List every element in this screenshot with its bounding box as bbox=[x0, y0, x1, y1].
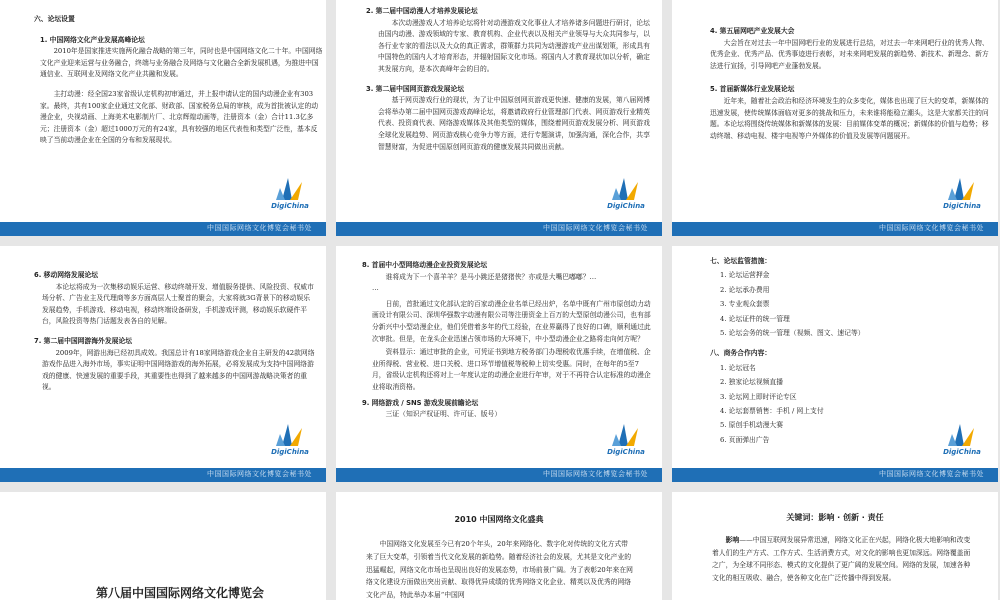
paragraph: 本论坛将成为一次集移动娱乐运营、移动终端开发、增值服务提供、风险投资、权威市场分析、广告业主及代理商等多方面高层人士聚首的聚会，大家将就3G背景下的移动娱乐发展趋势，手机游戏、移动电视，移动终端设备研发，手机游戏评测，移动娱乐软硬件平台，风险投资等热门话题发表各自的见解。 bbox=[42, 282, 314, 326]
forum-heading: 5. 首届新媒体行业发展论坛 bbox=[710, 85, 795, 94]
paragraph: 资料显示：通过审批的企业，可凭证书到地方税务部门办理税收优惠手续，在增值税、企业所得税、营业税、进口关税、进口环节增值税等税种上切实受惠。同时，在每年的5至7月，省级认定机构还将对上一年度认定的动漫企业进行年审，对于不再符合认定标准的动漫企业将取消资格。 bbox=[372, 348, 651, 391]
slide-supervision-business bbox=[672, 246, 998, 482]
supervision-list bbox=[720, 268, 980, 340]
footer-bar: 中国国际网络文化博览会秘书处 bbox=[336, 468, 662, 482]
expo-title: 第八届中国国际网络文化博览会 bbox=[96, 586, 265, 600]
digichina-logo: DigiChina bbox=[604, 422, 648, 462]
slide-forums-6-7 bbox=[0, 246, 326, 482]
paragraph: 本次动漫游戏人才培养论坛将针对动漫游戏文化事业人才培养诸多问题进行研讨，论坛由国内动漫、游戏领域的专家、教育机构、企业代表以及相关产业领导与大众共同参与，以各行业专家的看法以及大众的真正需求，群策群力共同为动漫游戏产业出谋划策，形成具有中国特色的国内人才培育形态，并辐射国际文化市场。将国内人才教育现状加以分析，确定其发展方向，是本次高峰年会的目的。 bbox=[378, 18, 650, 73]
list-item: 1. 论坛冠名 bbox=[720, 363, 756, 372]
digichina-logo: DigiChina bbox=[268, 176, 312, 216]
slide-forum-setup bbox=[0, 0, 326, 236]
paragraph: 基于网页游戏行业的现状，为了让中国原创网页游戏更快速、健康的发展，第八届网博会将举办第二届中国网页游戏高峰论坛，将邀请政府行业管理部门代表、网页游戏行业精英代表、投资商代表、网络游戏媒体及其他类型的媒体，围绕着网页游戏发展分析、网页游戏全球化发展趋势、网页游戏核心竞争力等方面，进行专题演讲，加强沟通，深化合作，共享智慧财富，为促进中国原创网页游戏的健康发展共同做出贡献。 bbox=[378, 96, 650, 151]
digichina-logo: DigiChina bbox=[940, 176, 984, 216]
paragraph: 2009年，网游出海已经初具成效。我国总计有18家网络游戏企业自主研发的42款网络游戏作品进入海外市场，事实证明中国网络游戏的海外拓展，必将发展成为支持中国网络游戏的健康、快速发展的重要手段，其重要性也得到了越来越多的中国网游战略决策者的重视。 bbox=[42, 348, 315, 392]
forum-heading: 8. 首届中小型网络动漫企业投资发展论坛 bbox=[362, 261, 488, 269]
section-title: 七、论坛监管措施： bbox=[710, 257, 772, 265]
list-item: 2. 独家论坛视频直播 bbox=[720, 378, 784, 387]
forum-heading: 6. 移动网络发展论坛 bbox=[34, 271, 99, 279]
forum-heading: 4. 第五届网吧产业发展大会 bbox=[710, 27, 795, 35]
forum-heading: 3. 第二届中国网页游戏发展论坛 bbox=[366, 84, 465, 93]
slide-forums-8-9 bbox=[336, 246, 662, 482]
section-title: 六、论坛设置 bbox=[34, 15, 75, 23]
digichina-logo: DigiChina bbox=[940, 422, 984, 462]
ellipsis: … bbox=[372, 284, 379, 293]
footer-bar: 中国国际网络文化博览会秘书处 bbox=[0, 468, 326, 482]
paragraph: ——中国互联网发展异常迅速，网络文化正在兴起，网络化极大地影响和改变着人们的生产方式、工作方式、生活消费方式，对文化的影响也更加深远。网络覆盖面之广，为全球不同形态、模式的文化提供了更广阔的发展空间。网络的发展，加速各种文化的相互吸收、融合，使各种文化在广泛传播中得到发展。 bbox=[712, 536, 971, 582]
paragraph: 中国网络文化发展至今已有20个年头，20年来网络化、数字化对传统的文化方式带来了巨大变革，引领着当代文化发展的新趋势。随着经济社会的发展，尤其是文化产业的迅猛崛起，网络文化市场也呈现出良好的发展态势，市场前景广阔。为了表彰20年来在网络文化建设方面做出突出贡献、取得优异成绩的优秀网络文化企业、精英以及优秀的网络文化产品，特此举办本届“中国网 bbox=[366, 540, 633, 600]
slide-keywords bbox=[672, 492, 998, 600]
forum-heading: 9. 网络游戏 / SNS 游戏发展前瞻论坛 bbox=[362, 398, 479, 407]
forum-heading: 1. 中国网络文化产业发展高峰论坛 bbox=[40, 35, 145, 44]
footer-bar: 中国国际网络文化博览会秘书处 bbox=[672, 468, 998, 482]
slide-expo-title bbox=[0, 492, 326, 600]
paragraph: 三证（知识产权证明、许可证、版号） bbox=[385, 410, 502, 419]
slide-forums-2-3 bbox=[336, 0, 662, 236]
slide-forums-4-5 bbox=[672, 0, 998, 236]
paragraph: 2010年是国家推进实施两化融合战略的第三年，同时也是中国网络文化二十年。中国网络文化产业迎来运营与业务融合，终端与业务融合及网络与文化融合全新发展机遇，为推进中国通信业、互联网业及网络文化产业共融和发展。 bbox=[40, 47, 323, 79]
paragraph: 近年来，随着社会政治和经济环境发生的众多变化，媒体也出现了巨大的变革，新媒体的迅速发展，使传统媒体面临对更多的挑战和压力，未来谁将能稳立潮头，这是大家都关注的问题。本论坛将围绕传统媒体和新媒体的发展：目前媒体变革的概况；新媒体的价值与趋势；移动终端、移动电视、楼宇电视等户外媒体的价值及发展等问题展开。 bbox=[710, 96, 989, 140]
gala-title: 2010 中国网络文化盛典 bbox=[454, 515, 544, 524]
footer-bar: 中国国际网络文化博览会秘书处 bbox=[336, 222, 662, 236]
forum-heading: 2. 第二届中国动漫人才培养发展论坛 bbox=[366, 7, 478, 15]
lead-word: 影响 bbox=[725, 536, 740, 544]
section-title: 八、商务合作内容： bbox=[710, 349, 772, 358]
question-line: 谁将成为下一个喜羊羊？是马小跳还是猪猪侠？亦或是大嘴巴嘟嘟？… bbox=[385, 272, 597, 281]
list-item: 5. 论坛会务的统一管理（视频、图文、速记等） bbox=[720, 329, 865, 338]
list-item: 4. 论坛套票销售：手机 / 网上支付 bbox=[720, 407, 824, 416]
list-item: 1. 论坛运营押金 bbox=[720, 271, 770, 280]
list-item: 3. 论坛网上即时评论专区 bbox=[720, 392, 797, 401]
list-item: 5. 原创手机动漫大赛 bbox=[720, 421, 784, 430]
slide-gala bbox=[336, 492, 662, 600]
list-item: 2. 论坛承办费用 bbox=[720, 285, 770, 294]
paragraph: 大会旨在对过去一年中国网吧行业的发展进行总结，对过去一年来网吧行业的优秀人物、优秀企业、优秀产品、优秀事迹进行表彰，对未来网吧发展的新趋势、新技术、新理念、新方法进行宣扬，引导网吧产业蓬勃发展。 bbox=[710, 38, 989, 70]
paragraph: 日前，首批通过文化部认定的百家动漫企业名单已经出炉，名单中既有广州市原创动力动画设计有限公司、深圳华强数字动漫有限公司等注册资金上百万的大型原创动漫公司，也有部分新兴中小型动漫企业，他们凭借着多年的代工经验，在业界赢得了良好的口碑，顺利通过此次审批。但是，在龙头企业迅速占领市场的大环境下，中小型动漫企业之路将走向何方呢？ bbox=[372, 299, 651, 343]
digichina-logo: DigiChina bbox=[268, 422, 312, 462]
footer-bar: 中国国际网络文化博览会秘书处 bbox=[0, 222, 326, 236]
forum-heading: 7. 第二届中国网游海外发展论坛 bbox=[34, 336, 133, 345]
list-item: 4. 论坛证件的统一管理 bbox=[720, 314, 790, 323]
list-item: 3. 专业观众套票 bbox=[720, 300, 770, 309]
keywords-title: 关键词：影响 · 创新 · 责任 bbox=[786, 513, 884, 522]
digichina-logo: DigiChina bbox=[604, 176, 648, 216]
footer-bar: 中国国际网络文化博览会秘书处 bbox=[672, 222, 998, 236]
paragraph: 主打动漫：经全国23家省级认定机构初审通过，并上报申请认定的国内动漫企业有303家。最终，共有100家企业通过文化部、财政部、国家税务总局的审核，成为首批被认定的动漫企业，央视动画、上海美术电影制片厂、北京辉煌动画等，注册资本（金）合计11.3亿多元；注册资本（金）超过1000万元的有24家，具有较强的地区代表性和类型广泛性，基本反映了当前动漫企业在全国的分布和发展现状。 bbox=[40, 89, 319, 145]
list-item: 6. 页面弹出广告 bbox=[720, 435, 770, 444]
